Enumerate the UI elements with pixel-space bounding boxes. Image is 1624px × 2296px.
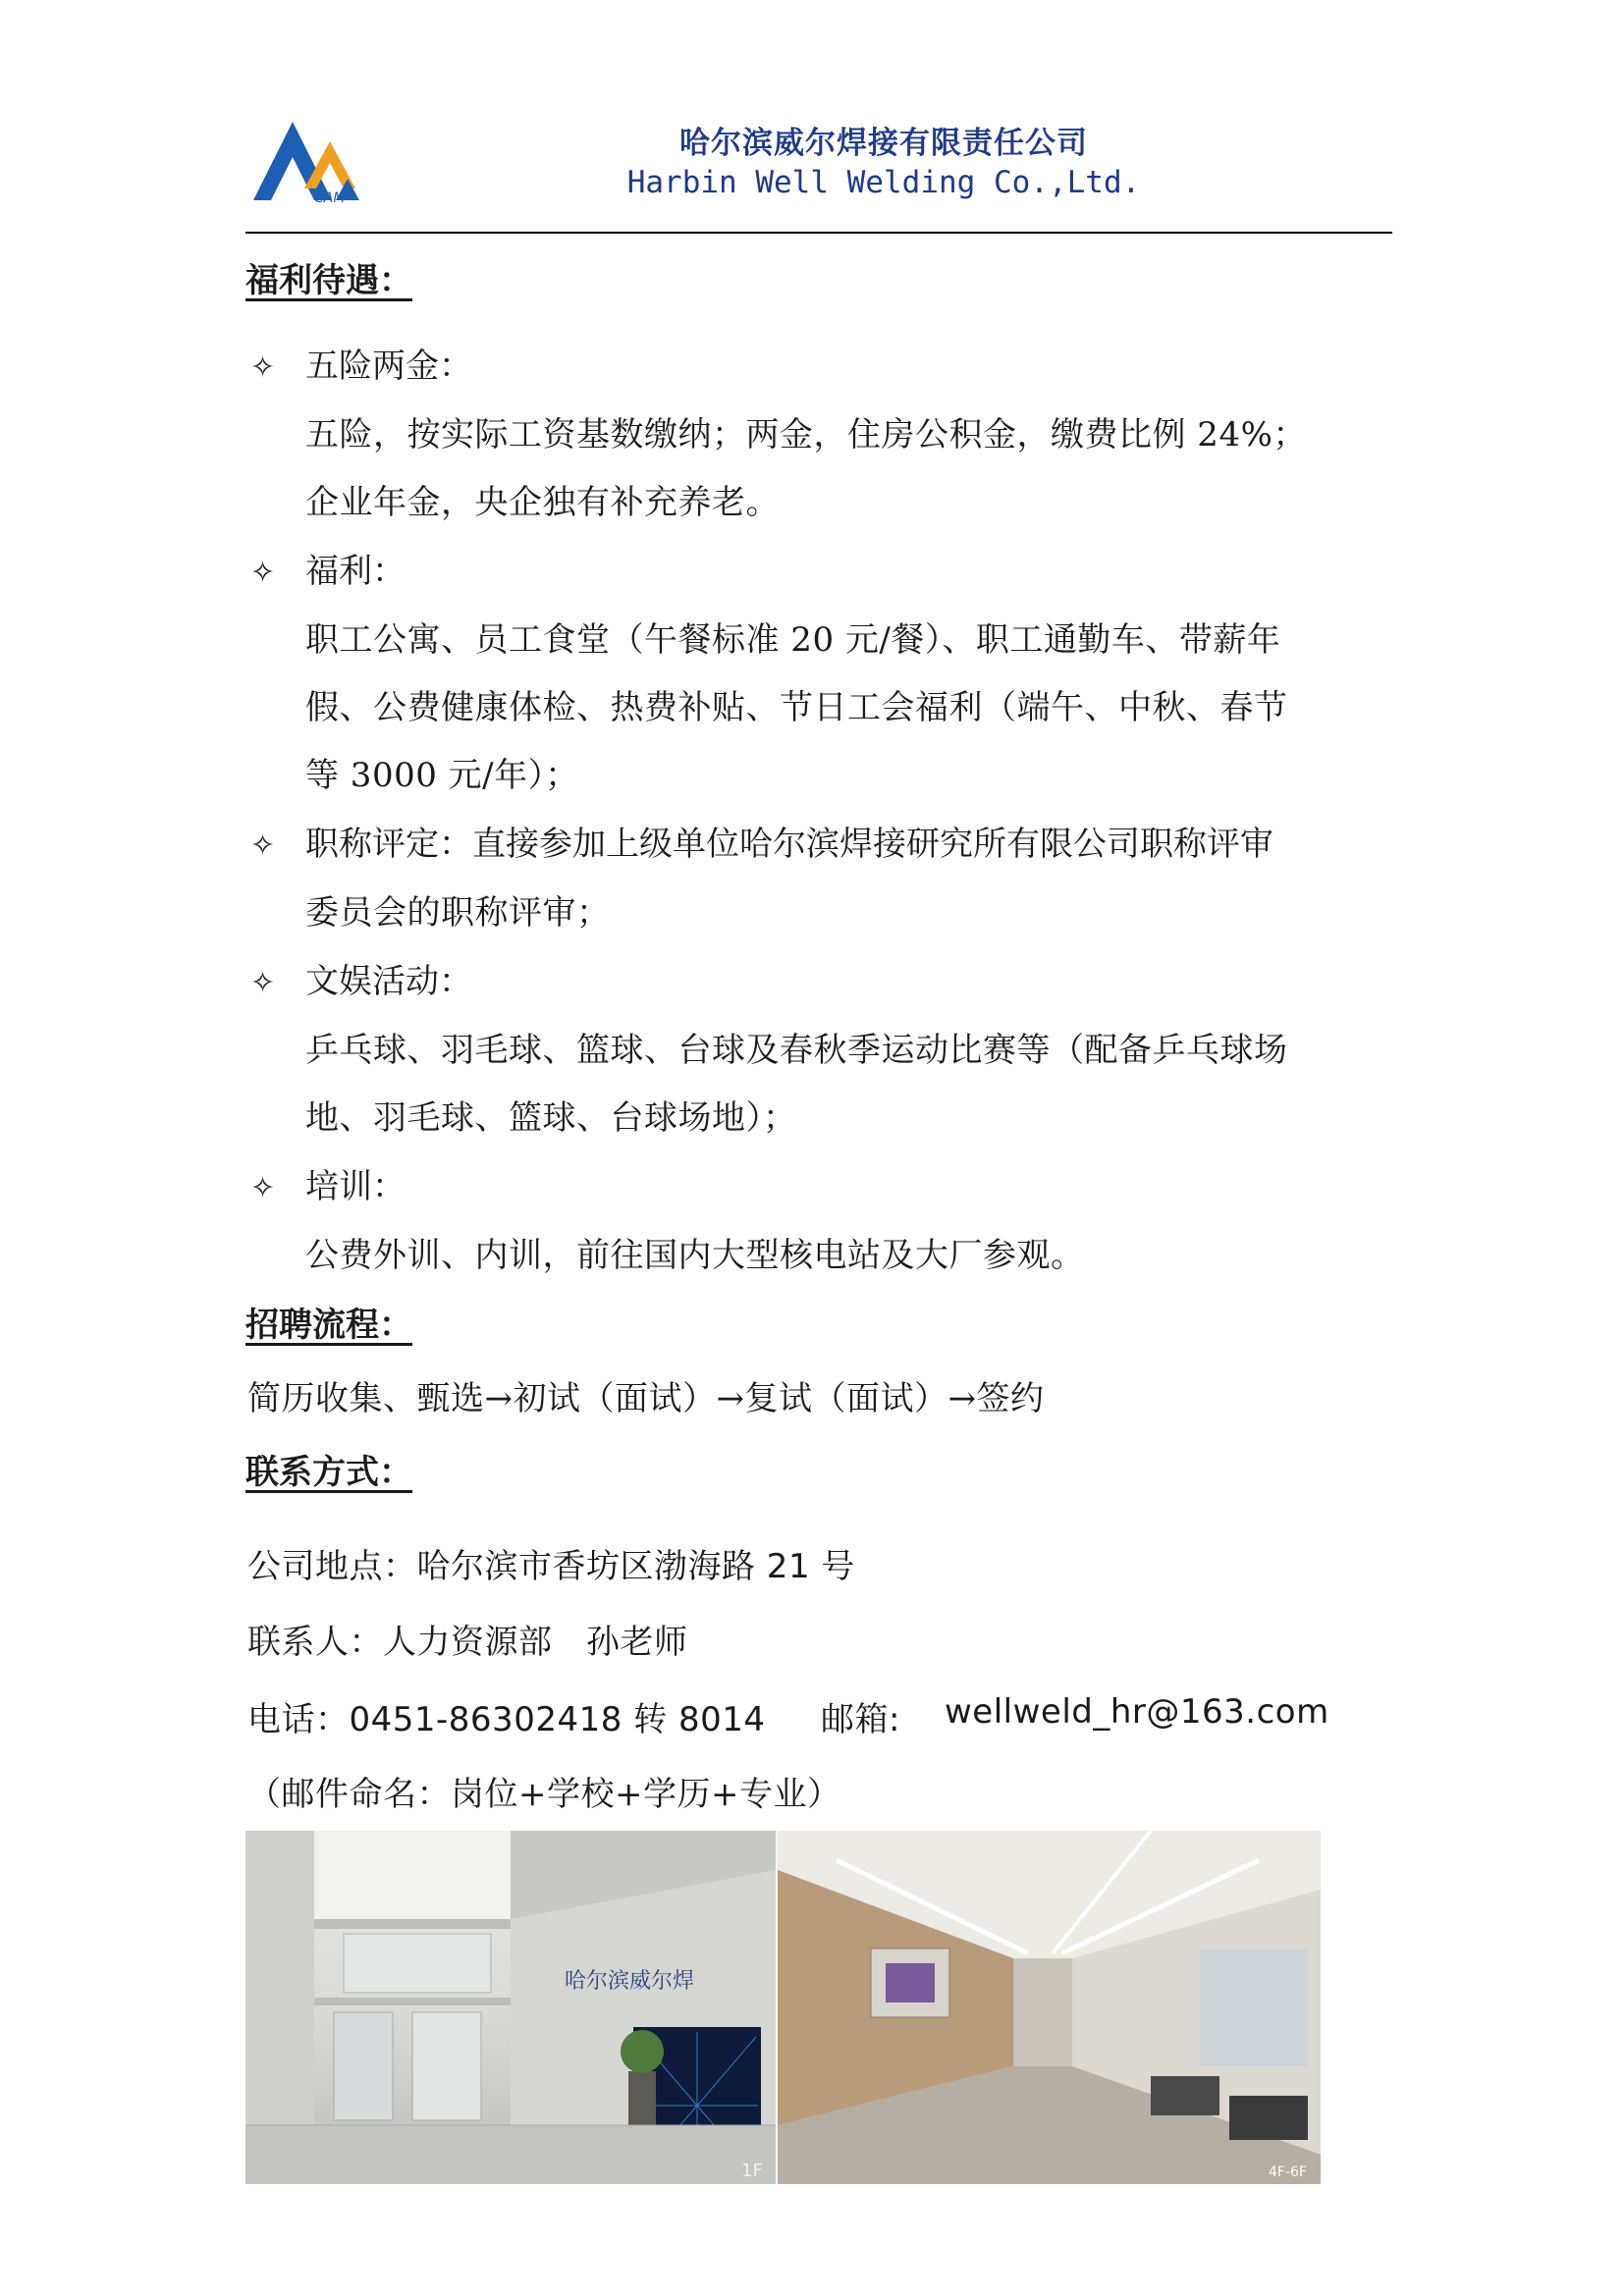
welfare-item-title-evaluation [250, 817, 1273, 865]
corridor-photo [778, 1831, 1321, 2184]
recruit-title: 招聘流程： [245, 1306, 412, 1345]
office-photos [245, 1831, 1321, 2184]
welfare-item-insurance [250, 339, 472, 387]
lobby-photo [245, 1831, 776, 2184]
contact-phone: 电话：0451-86302418 转 8014 [247, 1700, 766, 1739]
contact-email[interactable]: wellweld_hr@163.com [945, 1692, 1329, 1732]
recruit-flow: 简历收集、甄选→初试（面试）→复试（面试）→签约 [247, 1379, 1045, 1418]
floor-label-1f: 1F [741, 2161, 763, 2181]
bullet-star-icon: ✧ [250, 556, 276, 590]
contact-title: 联系方式： [245, 1453, 412, 1492]
item-line: 乒乓球、羽毛球、篮球、台球及春秋季运动比赛等（配备乒乓球场 [305, 1031, 1288, 1070]
contact-email-label: 邮箱: [821, 1700, 900, 1739]
welfare-title: 福利待遇： [245, 261, 412, 300]
letterhead [245, 108, 1394, 236]
bullet-star-icon: ✧ [250, 1171, 276, 1205]
item-line: 假、公费健康体检、热费补贴、节日工会福利（端午、中秋、春节 [305, 688, 1288, 727]
item-line: 公费外训、内训，前往国内大型核电站及大厂参观。 [305, 1236, 1085, 1275]
lobby-illustration [245, 1831, 776, 2184]
contact-person: 联系人：人力资源部 孙老师 [247, 1623, 688, 1662]
bullet-star-icon: ✧ [250, 966, 276, 1000]
item-label: 文娱活动： [305, 962, 472, 1001]
company-logo-icon [245, 112, 383, 206]
svg-text:CAM: CAM [314, 190, 346, 206]
item-line: 五险，按实际工资基数缴纳；两金，住房公积金，缴费比例 24%； [305, 415, 1307, 454]
contact-address: 公司地点：哈尔滨市香坊区渤海路 21 号 [247, 1547, 855, 1586]
item-line: 委员会的职称评审； [305, 893, 611, 933]
company-name-en: Harbin Well Welding Co.,Ltd. [626, 165, 1141, 200]
item-label: 福利： [305, 552, 406, 591]
item-line: 等 3000 元/年）； [305, 756, 579, 795]
corridor-illustration [778, 1831, 1321, 2184]
item-line: 职工公寓、员工食堂（午餐标准 20 元/餐）、职工通勤车、带薪年 [305, 620, 1281, 660]
floor-label-4f-6f: 4F-6F [1269, 2164, 1307, 2180]
bullet-star-icon: ✧ [250, 828, 276, 863]
email-naming-note: （邮件命名：岗位+学校+学历+专业） [247, 1775, 841, 1814]
company-name-cn: 哈尔滨威尔焊接有限责任公司 [679, 126, 1088, 161]
item-label: 培训： [305, 1167, 406, 1206]
item-line: 企业年金，央企独有补充养老。 [305, 483, 780, 522]
lobby-sign-text: 哈尔滨威尔焊 [565, 1969, 695, 1994]
welfare-item-training [250, 1159, 406, 1207]
item-label: 五险两金： [305, 347, 472, 386]
item-label: 职称评定：直接参加上级单位哈尔滨焊接研究所有限公司职称评审 [305, 825, 1273, 864]
item-line: 地、羽毛球、篮球、台球场地）； [305, 1098, 797, 1138]
header-divider [245, 232, 1392, 234]
welfare-item-benefits [250, 544, 406, 592]
welfare-item-recreation [250, 954, 472, 1002]
bullet-star-icon: ✧ [250, 350, 276, 385]
